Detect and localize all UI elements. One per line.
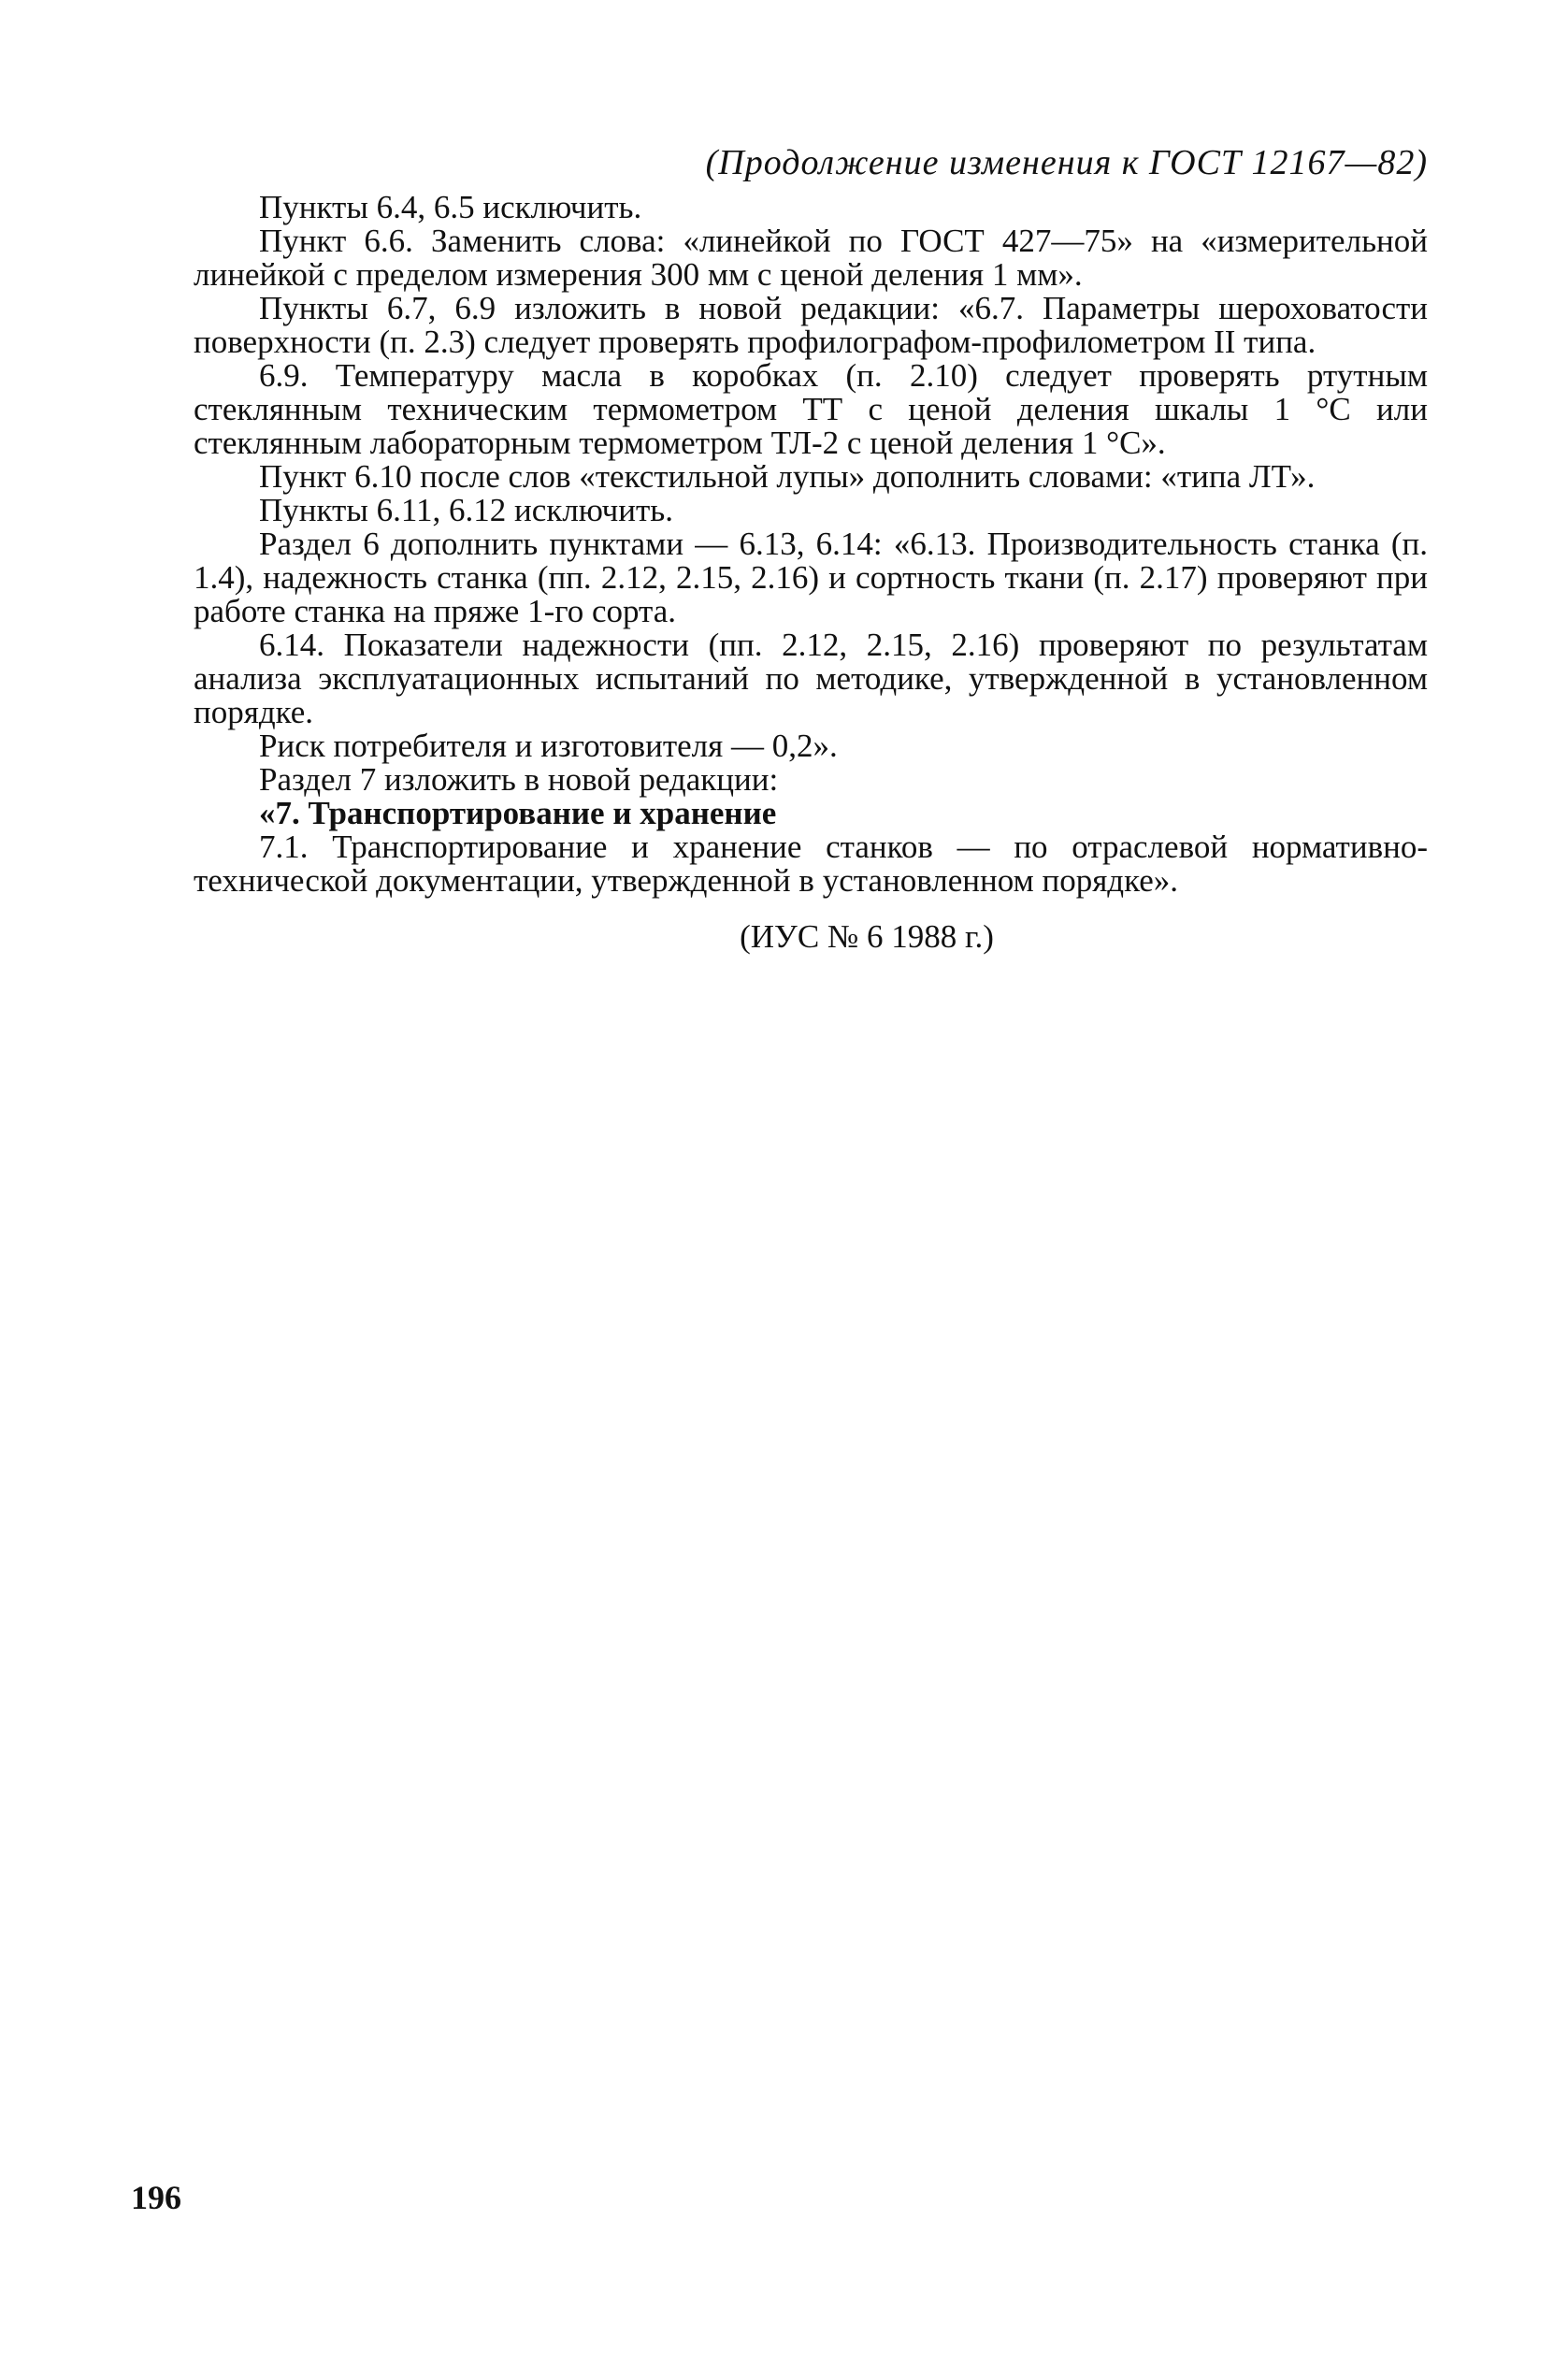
paragraph-12: 7.1. Транспортирование и хранение станков — по отраслевой нормативно-технической документации, утвержденной в установленном порядке».	[194, 829, 1428, 899]
source-reference: (ИУС № 6 1988 г.)	[740, 918, 994, 955]
paragraph-7: Раздел 6 дополнить пунктами — 6.13, 6.14: «6.13. Производительность станка (п. 1.4), надежность станка (пп. 2.12, 2.15, 2.16) и сортность ткани (п. 2.17) проверяют при работе станка на пряже 1-го сорта.	[194, 526, 1428, 629]
paragraph-6: Пункты 6.11, 6.12 исключить.	[259, 492, 673, 528]
section-heading: «7. Транспортирование и хранение	[259, 795, 777, 831]
paragraph-5: Пункт 6.10 после слов «текстильной лупы» дополнить словами: «типа ЛТ».	[259, 458, 1316, 495]
page-header: (Продолжение изменения к ГОСТ 12167—82)	[705, 143, 1428, 182]
document-page	[194, 140, 1428, 956]
page-number: 196	[131, 2179, 181, 2216]
paragraph-8: 6.14. Показатели надежности (пп. 2.12, 2.15, 2.16) проверяют по результатам анализа эксплуатационных испытаний по методике, утвержденной в установленном порядке.	[194, 627, 1428, 730]
paragraph-9: Риск потребителя и изготовителя — 0,2».	[259, 728, 838, 764]
paragraph-2: Пункт 6.6. Заменить слова: «линейкой по ГОСТ 427—75» на «измерительной линейкой с пределом измерения 300 мм с ценой деления 1 мм».	[194, 223, 1428, 293]
paragraph-4: 6.9. Температуру масла в коробках (п. 2.10) следует проверять ртутным стеклянным техническим термометром ТТ с ценой деления шкалы 1 °С или стеклянным лабораторным термометром ТЛ-2 с ценой деления 1 °С».	[194, 357, 1428, 461]
paragraph-10: Раздел 7 изложить в новой редакции:	[259, 761, 779, 798]
paragraph-1: Пункты 6.4, 6.5 исключить.	[259, 189, 642, 225]
paragraph-3: Пункты 6.7, 6.9 изложить в новой редакции: «6.7. Параметры шероховатости поверхности (п. 2.3) следует проверять профилографом-профилометром II типа.	[194, 290, 1428, 360]
